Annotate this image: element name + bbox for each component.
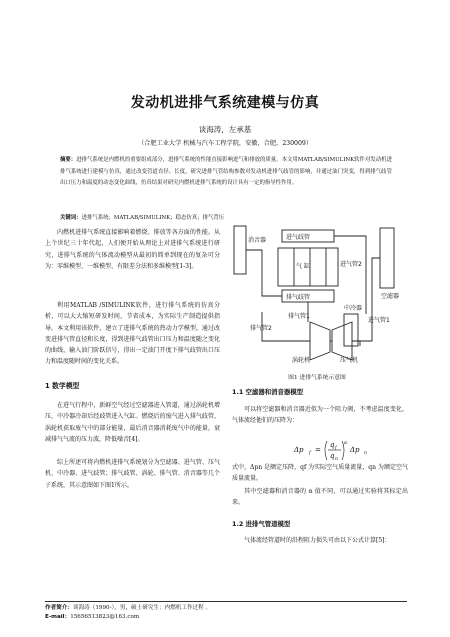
intro-paragraph-1: 内燃机进排气系统直接影响着燃烧、排放等各方面的性能。从上个世纪三十年代起，人们便开始从理论上对进排气系统进行研究，进排气系统的气体流动模型从最初的简单到现在的复杂可分为：零维模型、一维模型、有限差分法和多维模型[1-3]。 <box>45 229 220 270</box>
label-air-filter: 空滤器 <box>381 293 400 300</box>
label-intake-manifold: 进气歧管 <box>286 234 311 241</box>
abstract-label: 摘要： <box>60 157 77 163</box>
label-intercooler: 中冷器 <box>344 305 363 312</box>
label-intake-pipe-2: 进气管2 <box>340 261 362 268</box>
eq-rhs: Δp <box>350 446 360 454</box>
eq-denominator: q <box>330 452 335 460</box>
subsection-1-1-paragraph-2: 式中，Δpn 是额定压降，qf 为实际空气质量流量，qn 为额定空气质量流量。 <box>232 464 408 483</box>
paper-title: 发动机进排气系统建模与仿真 <box>130 95 320 111</box>
label-exhaust-pipe-1: 排气管1 <box>288 313 310 320</box>
footer-email-label: E-mail： <box>45 614 71 620</box>
section-1-paragraph-2: 综上所述可将内燃机进排气系统划分为空滤器、进气管、压气机、中冷器、进气歧管；排气歧管、涡轮、排气管、消音器等几个子系统，其示意图如下图1所示。 <box>45 459 220 489</box>
label-intake-pipe-1: 进气管1 <box>368 317 390 324</box>
turbine-shape <box>310 322 330 360</box>
label-exhaust-manifold: 排气歧管 <box>286 294 311 301</box>
subsection-1-1-paragraph-3: 其中空滤器和消音器的 α 值不同，可以通过实验将其标定出来。 <box>232 488 408 507</box>
air-filter-box <box>380 228 394 288</box>
eq-rhs-sub: n <box>364 451 367 456</box>
section-1-paragraph-1: 在进气行程中，新鲜空气经过空滤器进入管道，通过涡轮机增压，中冷器冷却后经歧管进入气缸。燃烧后的废气进入排气歧管，涡轮机获取废气中的部分能量，最后消音器消耗废气中的能量，衰减排气气流的压力波，降低噪音[4]。 <box>45 402 220 443</box>
footer-author-label: 作者简介： <box>45 605 73 611</box>
eq-numerator: q <box>330 441 335 449</box>
compressor-shape <box>332 322 352 360</box>
subsection-1-1-heading: 1.1 空滤器和消音器模型 <box>232 388 304 396</box>
abstract-text: 进排气系统是内燃机的重要组成部分，进排气系统的性能直接影响进气和排放的质量。本文用MATLAB/SIMULINK软件对发动机进排气系统进行建模与仿真，通过改变管道直径、长度，研究进排气管结构参数对发动机进排气歧管的影响，并通过油门突变，得到排气歧管出口压力和温度的动态变化曲线，仿真结果对研究内燃机进排气系统的设计具有一定的指导性作用。 <box>60 157 392 187</box>
eq-denominator-sub: n <box>335 457 338 462</box>
eq-exponent: α <box>344 441 348 446</box>
subsection-1-2-paragraph-1: 气体流经管道时的沿程阻力损失可由以下公式计算[5]： <box>244 537 391 544</box>
label-cylinder: 气 缸 <box>296 263 310 270</box>
footer-rule <box>45 601 407 602</box>
eq-lhs-sub: f <box>309 451 311 456</box>
intro-paragraph-2: 利用MATLAB /SIMULINK软件，进行排气系统的仿真分析，可以大大缩短研发时间，节省成本，为实际生产制造提供指导。本文利用该软件，建立了进排气系统的热动力学模型，通过改变进排气管直径和长度，得到进排气歧管出口压力和温度随之变化的曲线，输入油门阶跃信号，得出一定油门开度下排气歧管出口压力和温度随时间的变化关系。 <box>45 302 220 366</box>
section-1-heading: 1 数学模型 <box>45 382 80 390</box>
label-turbine: 涡轮机 <box>292 357 311 364</box>
subsection-1-2-heading: 1.2 进排气管道模型 <box>232 520 291 528</box>
footer-email-line <box>45 613 407 622</box>
label-compressor: 压气机 <box>340 357 359 364</box>
keywords-text: 进排气系统；MATLAB/SIMULINK；稳态仿真；排气背压 <box>81 215 225 221</box>
eq-lhs: Δp <box>294 446 304 454</box>
equation-1 <box>232 436 408 462</box>
label-exhaust-pipe-2: 排气管2 <box>250 325 272 332</box>
abstract <box>60 155 392 190</box>
figure-caption: 图1 进排气系统示意图 <box>288 375 346 381</box>
affiliation: （合肥工业大学 机械与汽车工程学院，安徽，合肥，230009） <box>137 140 313 147</box>
system-diagram <box>232 222 402 364</box>
footer-author-line <box>45 604 407 613</box>
footer-author-text: 谈海涛（1990-），男，硕士研究生：内燃机工作过程 。 <box>72 605 212 611</box>
footer-email-link[interactable]: 15656513823@163.com <box>70 614 140 620</box>
muffler-box <box>234 226 246 274</box>
eq-numerator-sub: f <box>335 446 337 451</box>
eq-equals: = <box>315 446 321 454</box>
authors: 谈海涛，左承基 <box>198 125 252 134</box>
label-muffler: 消音器 <box>248 237 267 244</box>
keywords-label: 关键词： <box>60 215 82 221</box>
footer <box>45 604 407 622</box>
subsection-1-1-paragraph-1: 可以将空滤器和消音器近似为一个阻力阀，不考虑温度变化，气体流经他们的压降为： <box>232 406 408 425</box>
